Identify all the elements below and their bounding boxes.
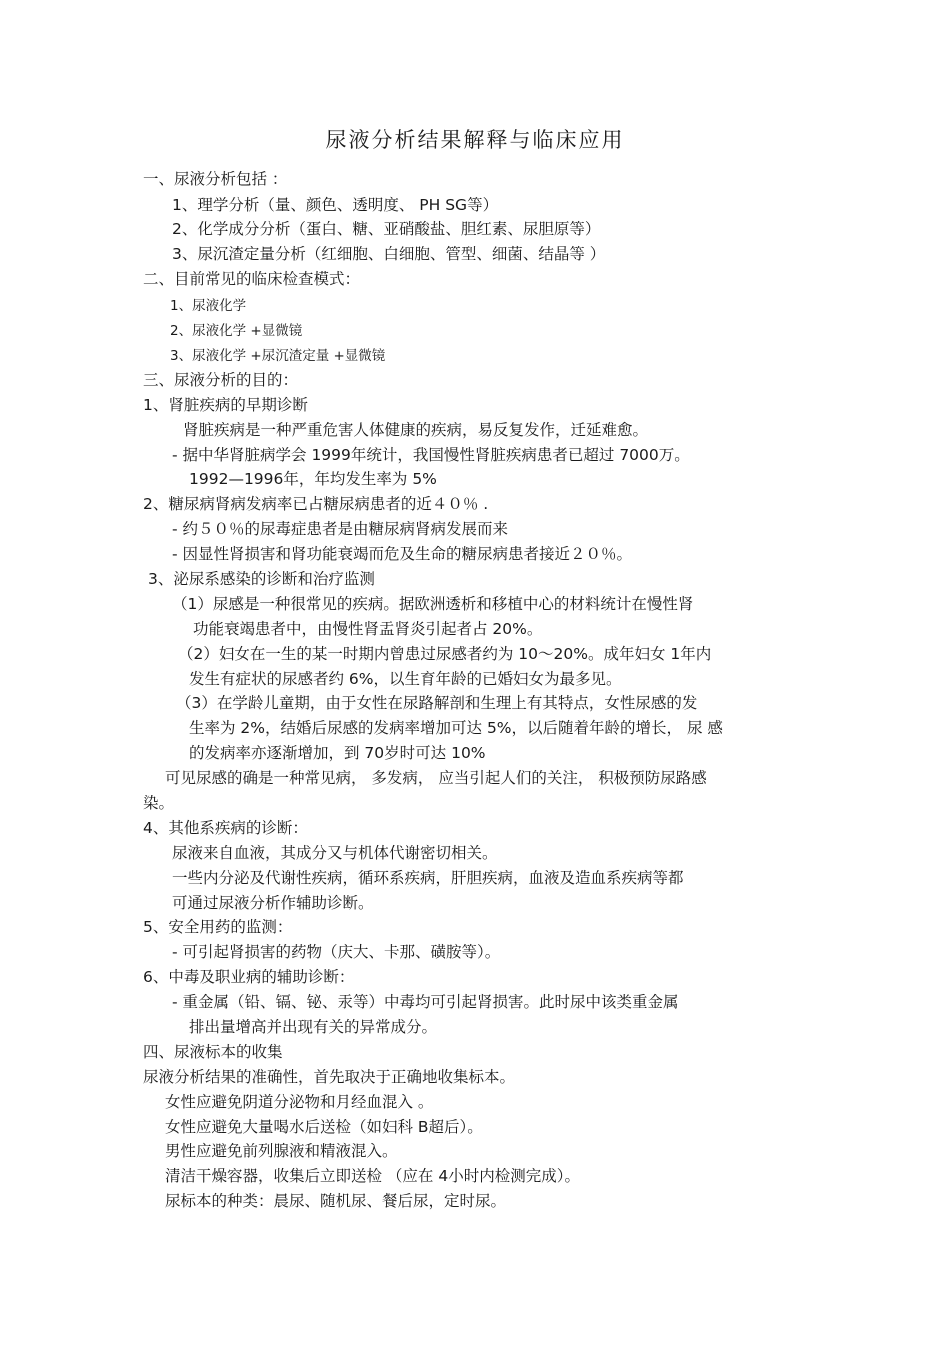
text-line: 生率为 2%，结婚后尿感的发病率增加可达 5%，以后随着年龄的增长， 尿 感	[189, 719, 723, 737]
text-line: 1992—1996年，年均发生率为 5%	[189, 470, 437, 488]
text-line: 功能衰竭患者中，由慢性肾盂肾炎引起者占 20%。	[193, 620, 543, 638]
text-line: 肾脏疾病是一种严重危害人体健康的疾病，易反复发作，迁延难愈。	[183, 421, 649, 439]
section-4-heading: 四、尿液标本的收集	[143, 1043, 283, 1061]
text-line: 女性应避免大量喝水后送检（如妇科 B超后）。	[165, 1118, 483, 1136]
text-line: （3）在学龄儿童期，由于女性在尿路解剖和生理上有其特点，女性尿感的发	[176, 694, 698, 712]
text-line: 可见尿感的确是一种常见病， 多发病， 应当引起人们的关注， 积极预防尿路感	[165, 769, 707, 787]
text-line: 发生有症状的尿感者约 6%，以生育年龄的已婚妇女为最多见。	[189, 670, 622, 688]
text-line: 1、尿液化学	[170, 298, 247, 314]
subsection-heading: 4、其他系疾病的诊断：	[143, 819, 308, 837]
text-line: 清洁干燥容器，收集后立即送检 （应在 4小时内检测完成）。	[165, 1167, 580, 1185]
text-line: 排出量增高并出现有关的异常成分。	[189, 1018, 438, 1036]
subsection-heading: 3、泌尿系感染的诊断和治疗监测	[148, 570, 375, 588]
section-2-heading: 二、目前常见的临床检查模式：	[143, 270, 361, 288]
text-line: 一些内分泌及代谢性疾病，循环系疾病，肝胆疾病，血液及造血系疾病等都	[172, 869, 684, 887]
text-line: 1、理学分析（量、颜色、透明度、 PH SG等）	[172, 196, 499, 214]
text-line: 尿标本的种类：晨尿、随机尿、餐后尿，定时尿。	[165, 1192, 507, 1210]
text-line: （2）妇女在一生的某一时期内曾患过尿感者约为 10～20%。成年妇女 1年内	[178, 645, 712, 663]
text-line: 3、尿沉渣定量分析（红细胞、白细胞、管型、细菌、结晶等 ）	[172, 245, 606, 263]
text-line: 2、尿液化学 +显微镜	[170, 323, 303, 339]
text-line: - 重金属（铅、镉、铋、汞等）中毒均可引起肾损害。此时尿中该类重金属	[172, 993, 679, 1011]
text-line: （1）尿感是一种很常见的疾病。据欧洲透析和移植中心的材料统计在慢性肾	[172, 595, 694, 613]
section-3-heading: 三、尿液分析的目的：	[143, 371, 299, 389]
document-title: 尿液分析结果解释与临床应用	[325, 128, 625, 152]
text-line: - 据中华肾脏病学会 1999年统计，我国慢性肾脏疾病患者已超过 7000万。	[172, 446, 690, 464]
text-line: 的发病率亦逐渐增加，到 70岁时可达 10%	[189, 744, 486, 762]
text-line: - 约５０％的尿毒症患者是由糖尿病肾病发展而来	[172, 520, 509, 538]
text-line: 尿液来自血液，其成分又与机体代谢密切相关。	[172, 844, 498, 862]
text-line: 女性应避免阴道分泌物和月经血混入 。	[165, 1093, 434, 1111]
text-line: 2、化学成分分析（蛋白、糖、亚硝酸盐、胆红素、尿胆原等）	[172, 220, 601, 238]
text-line: - 因显性肾损害和肾功能衰竭而危及生命的糖尿病患者接近２０％。	[172, 545, 633, 563]
subsection-heading: 1、肾脏疾病的早期诊断	[143, 396, 308, 414]
subsection-heading: 5、安全用药的监测：	[143, 918, 293, 936]
text-line: 染。	[143, 794, 175, 812]
text-line: 尿液分析结果的准确性，首先取决于正确地收集标本。	[143, 1068, 516, 1086]
text-line: 可通过尿液分析作辅助诊断。	[172, 894, 374, 912]
text-line: - 可引起肾损害的药物（庆大、卡那、磺胺等）。	[172, 943, 501, 961]
text-line: 3、尿液化学 +尿沉渣定量 +显微镜	[170, 348, 386, 364]
section-1-heading: 一、尿液分析包括 ：	[143, 170, 288, 188]
subsection-heading: 6、中毒及职业病的辅助诊断：	[143, 968, 355, 986]
text-line: 男性应避免前列腺液和精液混入。	[165, 1142, 398, 1160]
subsection-heading: 2、糖尿病肾病发病率已占糖尿病患者的近４０％ .	[143, 495, 489, 513]
